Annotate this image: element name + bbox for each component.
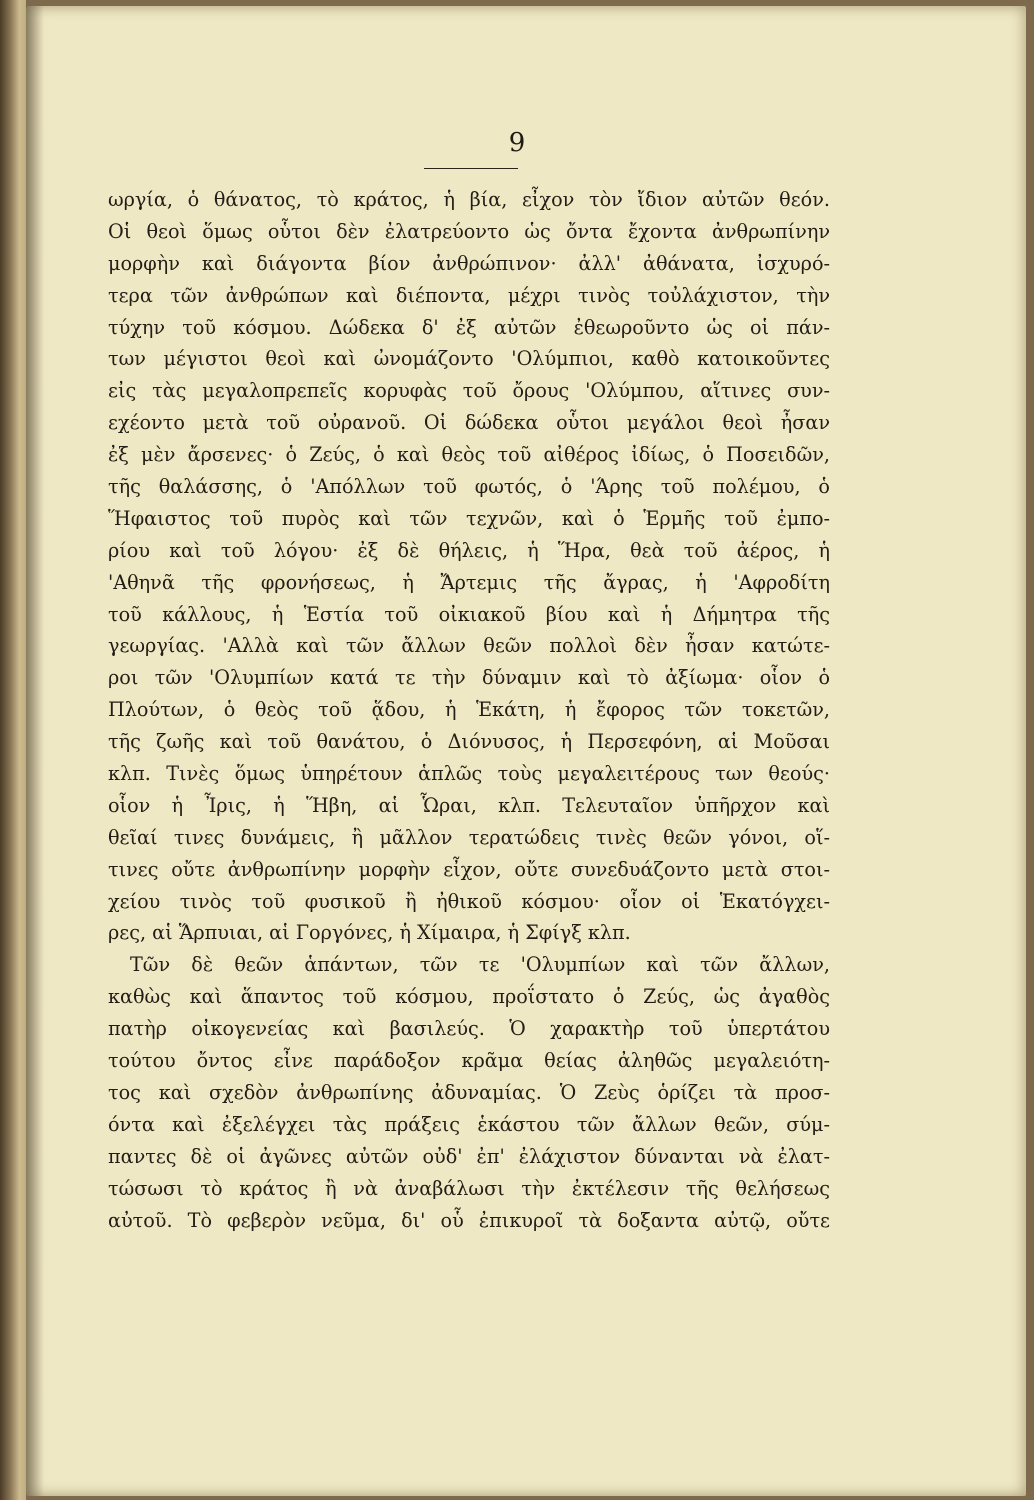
text-line: γεωργίας. 'Αλλὰ καὶ τῶν ἄλλων θεῶν πολλοὶ δὲν ἦσαν κατώτε- (108, 634, 830, 658)
text-line: τῆς θαλάσσης, ὁ 'Απόλλων τοῦ φωτός, ὁ 'Άρης τοῦ πολέμου, ὁ (108, 475, 830, 499)
text-line: τύχην τοῦ κόσμου. Δώδεκα δ' ἐξ αὐτῶν ἐθεωροῦντο ὡς οἱ πάν- (108, 315, 830, 339)
text-line: καθὼς καὶ ἅπαντος τοῦ κόσμου, προΐστατο ὁ Ζεύς, ὡς ἀγαθὸς (108, 985, 830, 1009)
text-line: των μέγιστοι θεοὶ καὶ ὠνομάζοντο 'Ολύμπιοι, καθὸ κατοικοῦντες (108, 347, 830, 371)
body-text (108, 184, 830, 1236)
text-line: εἰς τὰς μεγαλοπρεπεῖς κορυφὰς τοῦ ὄρους 'Ολύμπου, αἵτινες συν- (108, 379, 830, 403)
page-number-rule (424, 168, 518, 169)
text-line: Πλούτων, ὁ θεὸς τοῦ ᾅδου, ἡ Ἑκάτη, ἡ ἔφορος τῶν τοκετῶν, (108, 698, 830, 722)
text-line: Ἥφαιστος τοῦ πυρὸς καὶ τῶν τεχνῶν, καὶ ὁ Ἑρμῆς τοῦ ἐμπο- (108, 506, 830, 530)
gutter-shadow (26, 6, 44, 1496)
text-line: Οἱ θεοὶ ὅμως οὗτοι δὲν ἐλατρεύοντο ὡς ὄντα ἔχοντα ἀνθρωπίνην (108, 219, 830, 243)
text-line: ροι τῶν 'Ολυμπίων κατά τε τὴν δύναμιν καὶ τὸ ἀξίωμα· οἷον ὁ (108, 666, 830, 690)
text-line: ρίου καὶ τοῦ λόγου· ἐξ δὲ θήλεις, ἡ Ἥρα, θεὰ τοῦ ἀέρος, ἡ (108, 538, 830, 562)
text-line: οἷον ἡ Ἶρις, ἡ Ἥβη, αἱ Ὧραι, κλπ. Τελευταῖον ὑπῆρχον καὶ (108, 793, 830, 817)
text-line: κλπ. Τινὲς ὅμως ὑπηρέτουν ἁπλῶς τοὺς μεγαλειτέρους των θεούς· (108, 762, 830, 786)
text-line: πατὴρ οἰκογενείας καὶ βασιλεύς. Ὁ χαρακτὴρ τοῦ ὑπερτάτου (108, 1017, 830, 1041)
text-line: αὐτοῦ. Τὸ φεβερὸν νεῦμα, δι' οὗ ἐπικυροῖ τὰ δοξαντα αὐτῷ, οὔτε (108, 1208, 830, 1232)
text-line: τούτου ὄντος εἶνε παράδοξον κρᾶμα θείας ἀληθῶς μεγαλειότη- (108, 1049, 830, 1073)
text-line: όντα καὶ ἐξελέγχει τὰς πράξεις ἑκάστου τῶν ἄλλων θεῶν, σύμ- (108, 1112, 830, 1136)
page-number: 9 (508, 128, 526, 158)
text-line: θεῖαί τινες δυνάμεις, ἢ μᾶλλον τερατώδεις τινὲς θεῶν γόνοι, οἵ- (108, 825, 830, 849)
text-line: χείου τινὸς τοῦ φυσικοῦ ἢ ἠθικοῦ κόσμου· οἷον οἱ Ἑκατόγχει- (108, 889, 830, 913)
text-line: ωργία, ὁ θάνατος, τὸ κράτος, ἡ βία, εἶχον τὸν ἴδιον αὐτῶν θεόν. (108, 188, 830, 211)
text-line: παντες δὲ οἱ ἀγῶνες αὐτῶν οὐδ' ἐπ' ἐλάχιστον δύνανται νὰ ἐλατ- (108, 1144, 830, 1168)
text-line: τος καὶ σχεδὸν ἀνθρωπίνης ἀδυναμίας. Ὁ Ζεὺς ὁρίζει τὰ προσ- (108, 1080, 830, 1104)
text-line: τοῦ κάλλους, ἡ Ἑστία τοῦ οἰκιακοῦ βίου καὶ ἡ Δήμητρα τῆς (108, 602, 830, 626)
text-line: τινες οὔτε ἀνθρωπίνην μορφὴν εἶχον, οὔτε συνεδυάζοντο μετὰ στοι- (108, 857, 830, 881)
text-line: ρες, αἱ Ἅρπυιαι, αἱ Γοργόνες, ἡ Χίμαιρα, ἡ Σφίγξ κλπ. (108, 921, 631, 945)
text-line: 'Αθηνᾶ τῆς φρονήσεως, ἡ Ἄρτεμις τῆς ἄγρας, ἡ 'Αφροδίτη (108, 570, 830, 594)
text-line: τερα τῶν ἀνθρώπων καὶ διέποντα, μέχρι τινὸς τοὐλάχιστον, τὴν (108, 283, 830, 307)
text-line: εχέοντο μετὰ τοῦ οὐρανοῦ. Οἱ δώδεκα οὗτοι μεγάλοι θεοὶ ἦσαν (108, 411, 830, 435)
left-page-edge (0, 0, 26, 1500)
text-line: ἐξ μὲν ἄρσενες· ὁ Ζεύς, ὁ καὶ θεὸς τοῦ αἰθέρος ἰδίως, ὁ Ποσειδῶν, (108, 443, 830, 467)
text-line: Τῶν δὲ θεῶν ἁπάντων, τῶν τε 'Ολυμπίων καὶ τῶν ἄλλων, (130, 953, 830, 977)
text-line: τῆς ζωῆς καὶ τοῦ θανάτου, ὁ Διόνυσος, ἡ Περσεφόνη, αἱ Μοῦσαι (108, 730, 830, 754)
text-line: μορφὴν καὶ διάγοντα βίον ἀνθρώπινον· ἀλλ' ἀθάνατα, ἰσχυρό- (108, 251, 830, 275)
text-line: τώσωσι τὸ κράτος ἢ νὰ ἀναβάλωσι τὴν ἐκτέλεσιν τῆς θελήσεως (108, 1176, 830, 1200)
